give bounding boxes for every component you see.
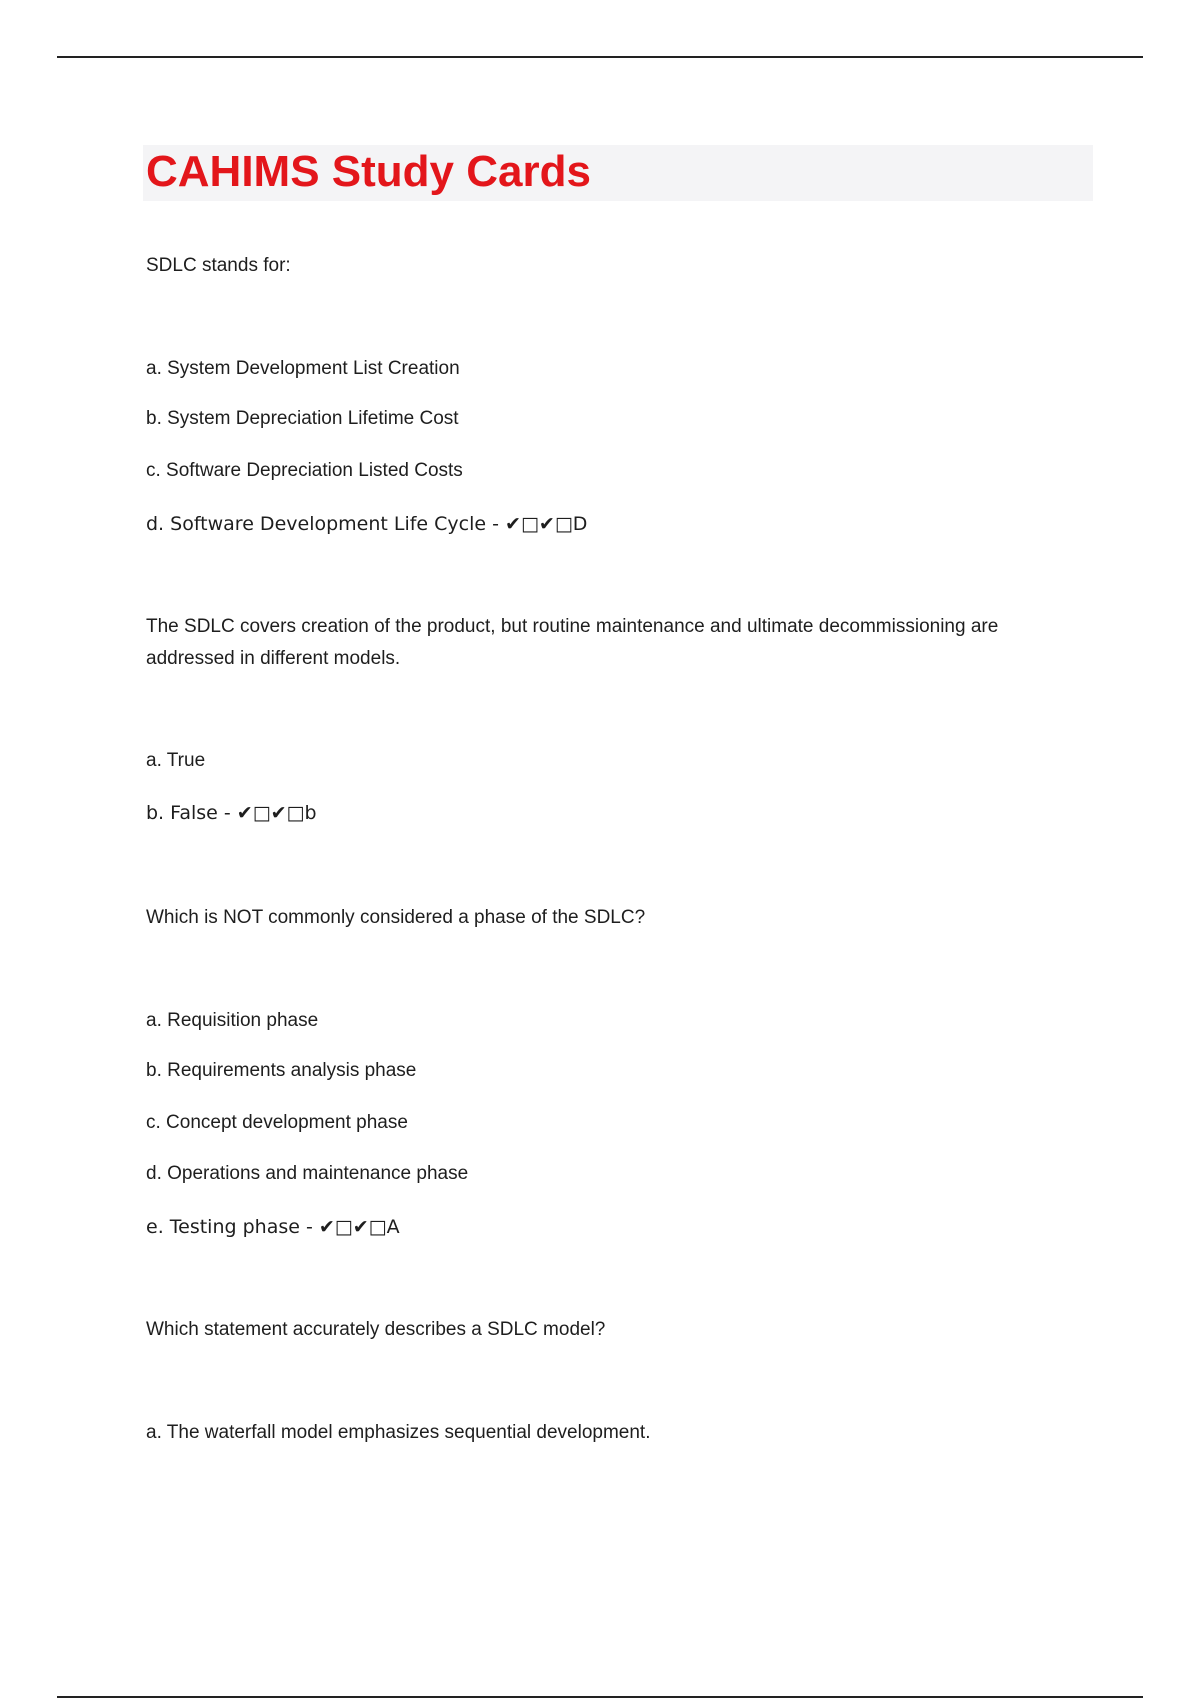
page-title: CAHIMS Study Cards xyxy=(146,147,591,196)
question-1-prompt: SDLC stands for: xyxy=(146,255,291,276)
question-3-option-a: a. Requisition phase xyxy=(146,1010,319,1031)
question-3-option-b: b. Requirements analysis phase xyxy=(146,1060,417,1081)
question-2-prompt: The SDLC covers creation of the product, but routine maintenance and ultimate decommissioning are addressed in different models. xyxy=(146,616,999,669)
question-1-option-c: c. Software Depreciation Listed Costs xyxy=(146,460,463,481)
question-2-option-b-answer: b. False - ✔□✔□b xyxy=(146,802,317,824)
question-3-prompt: Which is NOT commonly considered a phase of the SDLC? xyxy=(146,907,646,928)
question-3-option-e-answer: e. Testing phase - ✔□✔□A xyxy=(146,1216,400,1238)
question-1-option-d-answer: d. Software Development Life Cycle - ✔□✔□D xyxy=(146,513,588,535)
question-3-option-c: c. Concept development phase xyxy=(146,1112,408,1133)
question-4-option-a: a. The waterfall model emphasizes sequential development. xyxy=(146,1422,651,1443)
question-1-option-a: a. System Development List Creation xyxy=(146,358,460,379)
page-bottom-rule xyxy=(57,1696,1143,1698)
question-2-option-a: a. True xyxy=(146,750,206,771)
page-top-rule xyxy=(57,56,1143,58)
question-3-option-d: d. Operations and maintenance phase xyxy=(146,1163,469,1184)
question-4-prompt: Which statement accurately describes a SDLC model? xyxy=(146,1319,606,1340)
question-1-option-b: b. System Depreciation Lifetime Cost xyxy=(146,408,459,429)
